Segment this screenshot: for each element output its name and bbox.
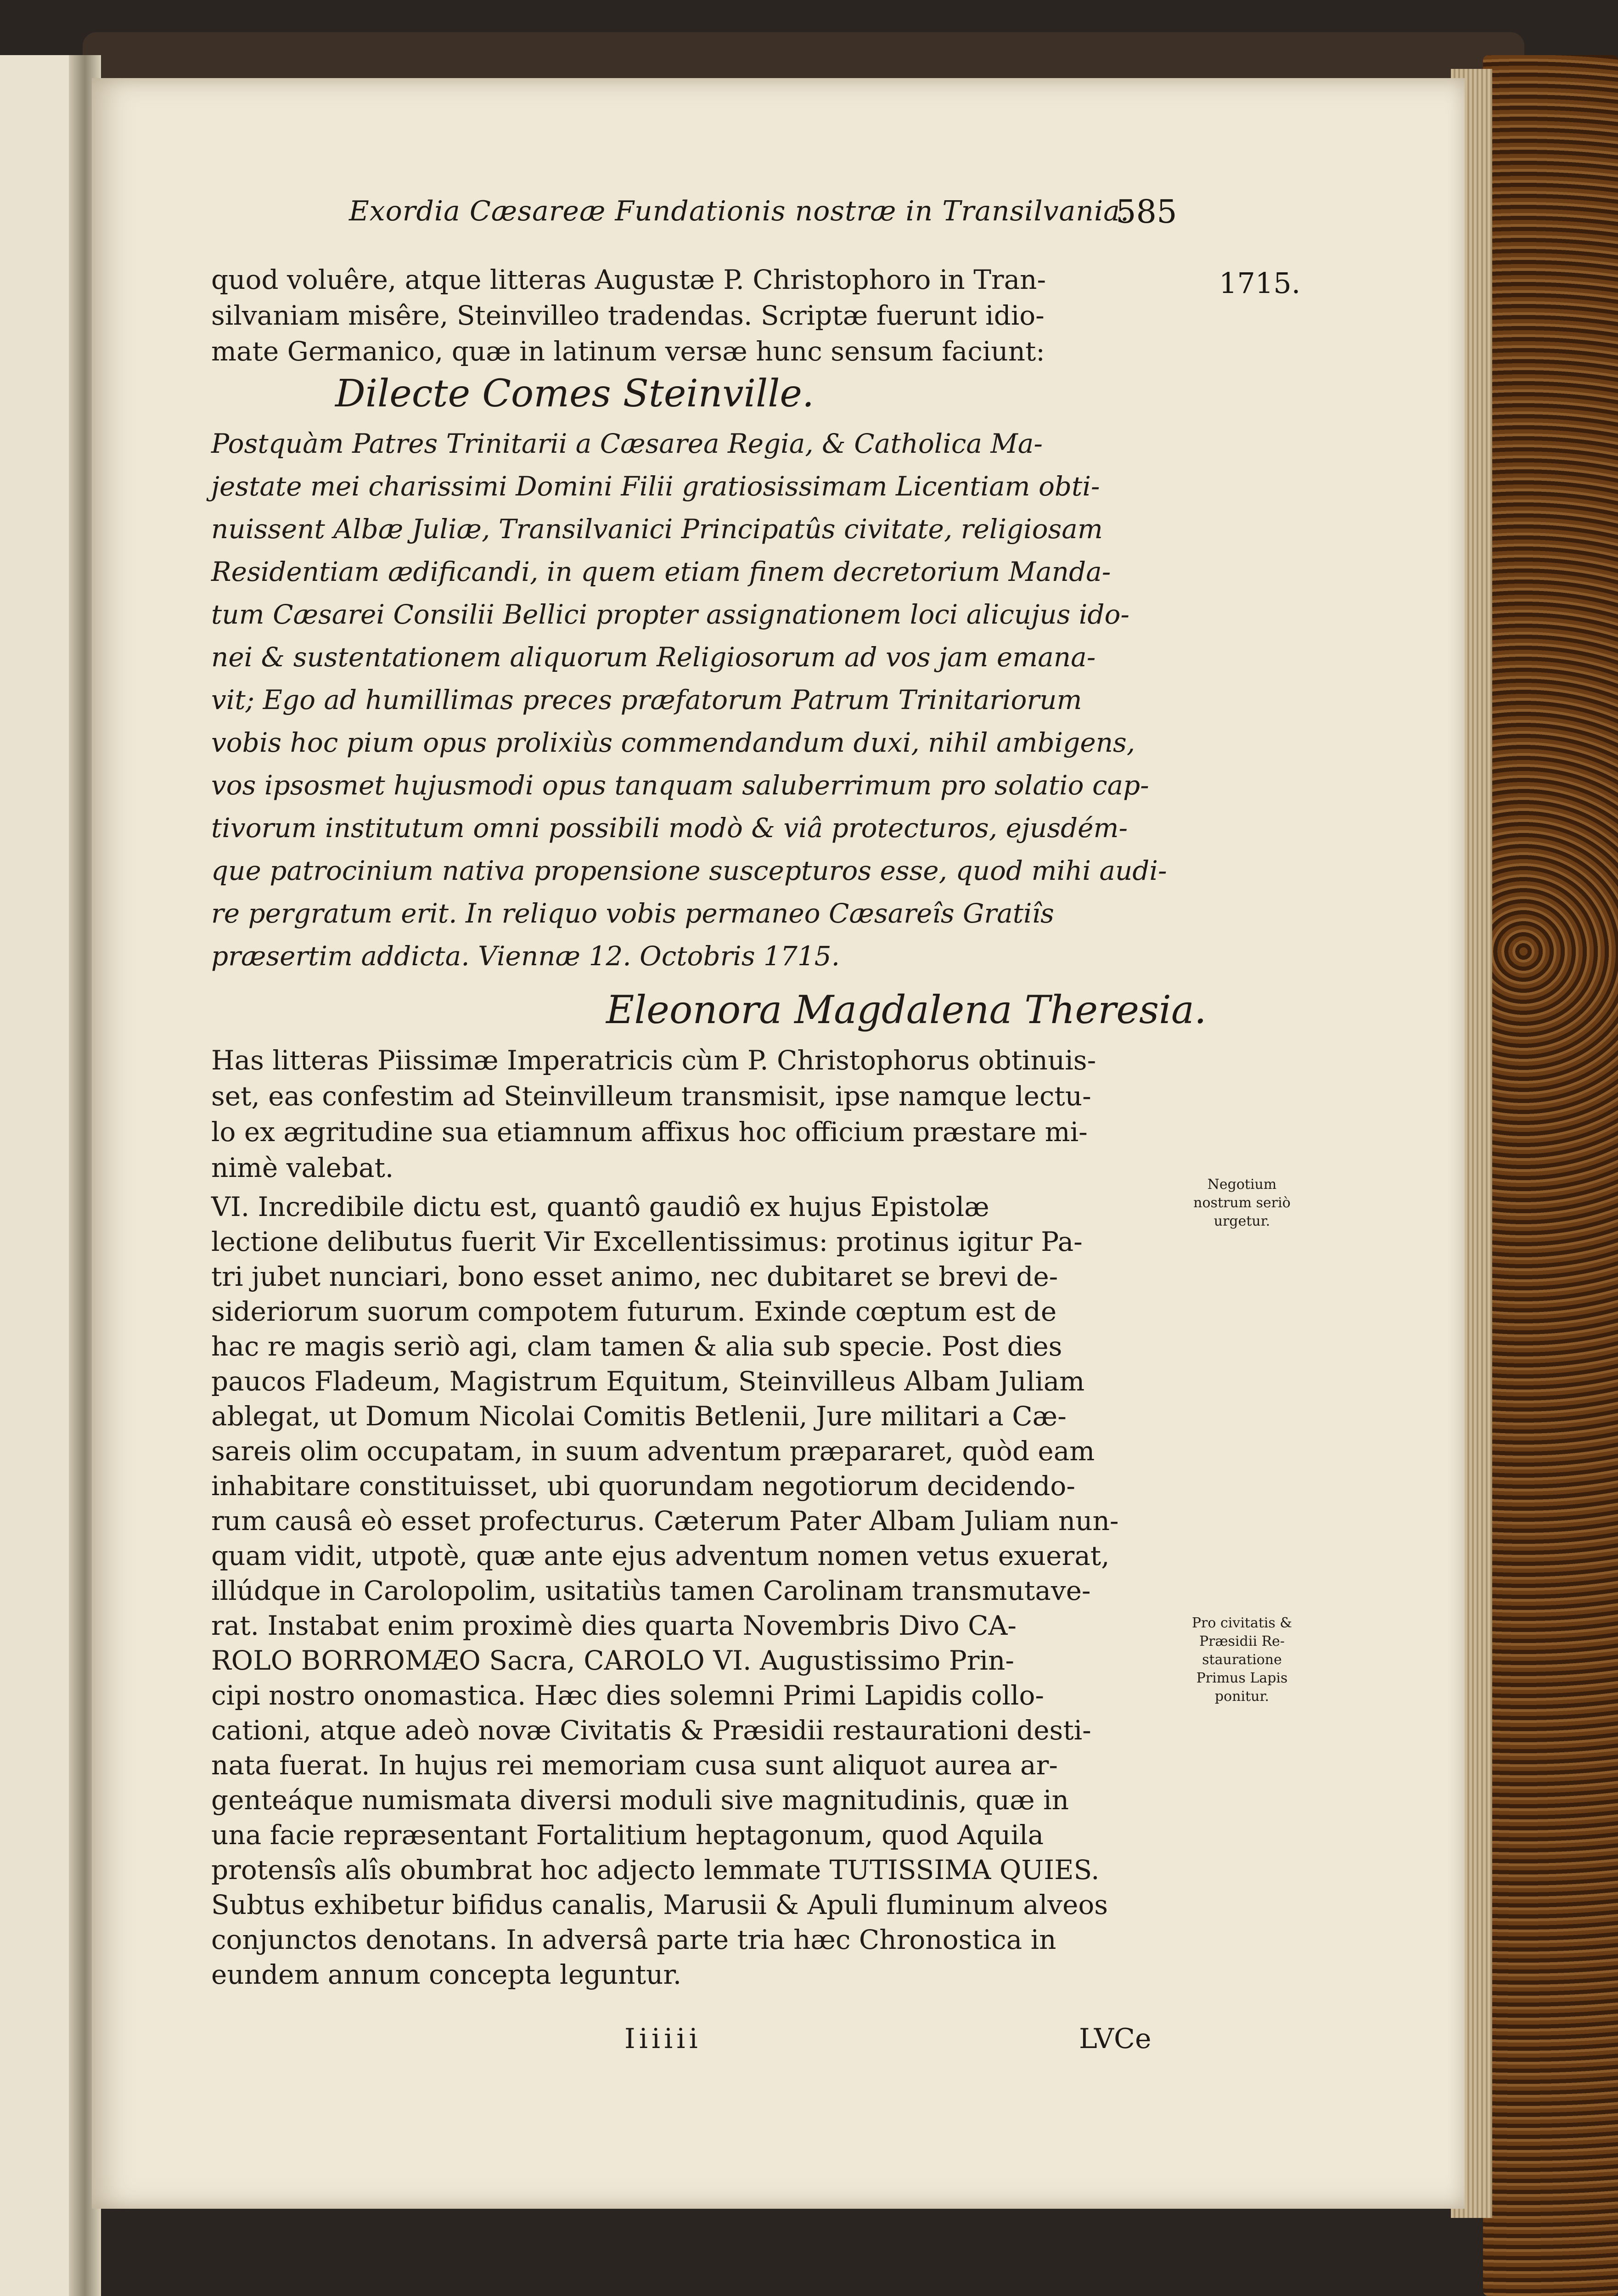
letter-body — [211, 422, 1171, 978]
text-line: tivorum institutum omni possibili modò & viâ protecturos, ejusdém- — [211, 812, 1128, 844]
running-title: Exordia Cæsareæ Fundationis nostræ in Transilvania. — [349, 195, 1129, 227]
text-line: cipi nostro onomastica. Hæc dies solemni Primi Lapidis collo- — [211, 1680, 1044, 1711]
signature-mark: Iiiiii — [624, 2023, 702, 2055]
year-margin-note: 1715. — [1219, 266, 1301, 300]
text-line: set, eas confestim ad Steinvilleum transmisit, ipse namque lectu- — [211, 1080, 1091, 1112]
text-line: tum Cæsarei Consilii Bellici propter assignationem loci alicujus ido- — [211, 599, 1129, 630]
marbled-cover — [1483, 55, 1618, 2296]
text-line: rum causâ eò esset profecturus. Cæterum Pater Albam Juliam nun- — [211, 1505, 1119, 1536]
text-line: inhabitare constituisset, ubi quorundam negotiorum decidendo- — [211, 1470, 1075, 1502]
text-line: re pergratum erit. In reliquo vobis permaneo Cæsareîs Gratiîs — [211, 898, 1054, 929]
text-line: rat. Instabat enim proximè dies quarta Novembris Divo CA- — [211, 1610, 1017, 1641]
text-line: jestate mei charissimi Domini Filii gratiosissimam Licentiam obti- — [211, 471, 1100, 502]
text-line: tri jubet nunciari, bono esset animo, nec dubitaret se brevi de- — [211, 1261, 1058, 1292]
margin-note-line: Pro civitatis & — [1191, 1615, 1292, 1631]
text-line: mate Germanico, quæ in latinum versæ hunc sensum faciunt: — [211, 336, 1045, 367]
text-line: que patrocinium nativa propensione suscepturos esse, quod mihi audi- — [211, 855, 1167, 886]
text-line: VI. Incredibile dictu est, quantô gaudiô ex hujus Epistolæ — [211, 1191, 989, 1222]
text-line: nei & sustentationem aliquorum Religiosorum ad vos jam emana- — [211, 642, 1096, 673]
intro-paragraph — [211, 262, 1171, 369]
text-line: illúdque in Carolopolim, usitatiùs tamen Carolinam transmutave- — [211, 1575, 1091, 1606]
text-line: Subtus exhibetur bifidus canalis, Marusii & Apuli fluminum alveos — [211, 1889, 1108, 1920]
text-line: Residentiam ædificandi, in quem etiam finem decretorium Manda- — [211, 556, 1111, 587]
text-line: præsertim addicta. Viennæ 12. Octobris 1715. — [211, 940, 840, 972]
text-line: sideriorum suorum compotem futurum. Exinde cœptum est de — [211, 1296, 1057, 1327]
text-line: vobis hoc pium opus prolixiùs commendandum duxi, nihil ambigens, — [211, 727, 1135, 758]
text-line: nimè valebat. — [211, 1152, 394, 1183]
margin-note-line: nostrum seriò — [1193, 1195, 1291, 1211]
text-line: Has litteras Piissimæ Imperatricis cùm P. Christophorus obtinuis- — [211, 1045, 1096, 1076]
text-line: genteáque numismata diversi moduli sive magnitudinis, quæ in — [211, 1784, 1069, 1816]
text-line: quam vidit, utpotè, quæ ante ejus adventum nomen vetus exuerat, — [211, 1540, 1110, 1571]
page-number: 585 — [1116, 193, 1177, 231]
margin-note-primus-lapis — [1189, 1614, 1295, 1706]
text-line: nuissent Albæ Juliæ, Transilvanici Principatûs civitate, religiosam — [211, 513, 1103, 545]
text-line: ablegat, ut Domum Nicolai Comitis Betlenii, Jure militari a Cæ- — [211, 1401, 1067, 1432]
letter-salutation: Dilecte Comes Steinville. — [335, 372, 815, 416]
text-line: ROLO BORROMÆO Sacra, CAROLO VI. Augustissimo Prin- — [211, 1645, 1014, 1676]
text-line: lectione delibutus fuerit Vir Excellentissimus: protinus igitur Pa- — [211, 1226, 1083, 1257]
margin-note-line: urgetur. — [1214, 1213, 1270, 1229]
margin-note-line: ponitur. — [1214, 1688, 1270, 1705]
section-vi-paragraph — [211, 1189, 1171, 1992]
text-line: silvaniam misêre, Steinvilleo tradendas. Scriptæ fuerunt idio- — [211, 300, 1045, 331]
text-line: vit; Ego ad humillimas preces præfatorum Patrum Trinitariorum — [211, 684, 1082, 715]
text-line: hac re magis seriò agi, clam tamen & alia sub specie. Post dies — [211, 1331, 1062, 1362]
text-line: cationi, atque adeò novæ Civitatis & Præsidii restaurationi desti- — [211, 1715, 1091, 1746]
text-line: quod voluêre, atque litteras Augustæ P. Christophoro in Tran- — [211, 264, 1046, 295]
text-line: conjunctos denotans. In adversâ parte tria hæc Chronostica in — [211, 1924, 1056, 1955]
margin-note-line: Præsidii Re- — [1199, 1633, 1285, 1649]
letter-signature: Eleonora Magdalena Theresia. — [606, 987, 1207, 1032]
text-line: paucos Fladeum, Magistrum Equitum, Steinvilleus Albam Juliam — [211, 1366, 1085, 1397]
margin-note-line: stauratione — [1202, 1652, 1282, 1668]
margin-note-line: Primus Lapis — [1196, 1670, 1288, 1686]
text-line: Postquàm Patres Trinitarii a Cæsarea Regia, & Catholica Ma- — [211, 428, 1043, 459]
text-line: vos ipsosmet hujusmodi opus tanquam saluberrimum pro solatio cap- — [211, 770, 1149, 801]
text-line: eundem annum concepta leguntur. — [211, 1959, 682, 1990]
after-letter-paragraph — [211, 1042, 1171, 1186]
text-line: lo ex ægritudine sua etiamnum affixus hoc officium præstare mi- — [211, 1116, 1088, 1148]
catchword: LVCe — [1079, 2023, 1152, 2055]
text-line: sareis olim occupatam, in suum adventum præpararet, quòd eam — [211, 1435, 1095, 1467]
margin-note-line: Negotium — [1207, 1176, 1277, 1193]
text-line: una facie repræsentant Fortalitium heptagonum, quod Aquila — [211, 1819, 1044, 1851]
text-line: protensîs alîs obumbrat hoc adjecto lemmate TUTISSIMA QUIES. — [211, 1854, 1100, 1885]
margin-note-negotium — [1189, 1176, 1295, 1231]
text-line: nata fuerat. In hujus rei memoriam cusa sunt aliquot aurea ar- — [211, 1750, 1058, 1781]
